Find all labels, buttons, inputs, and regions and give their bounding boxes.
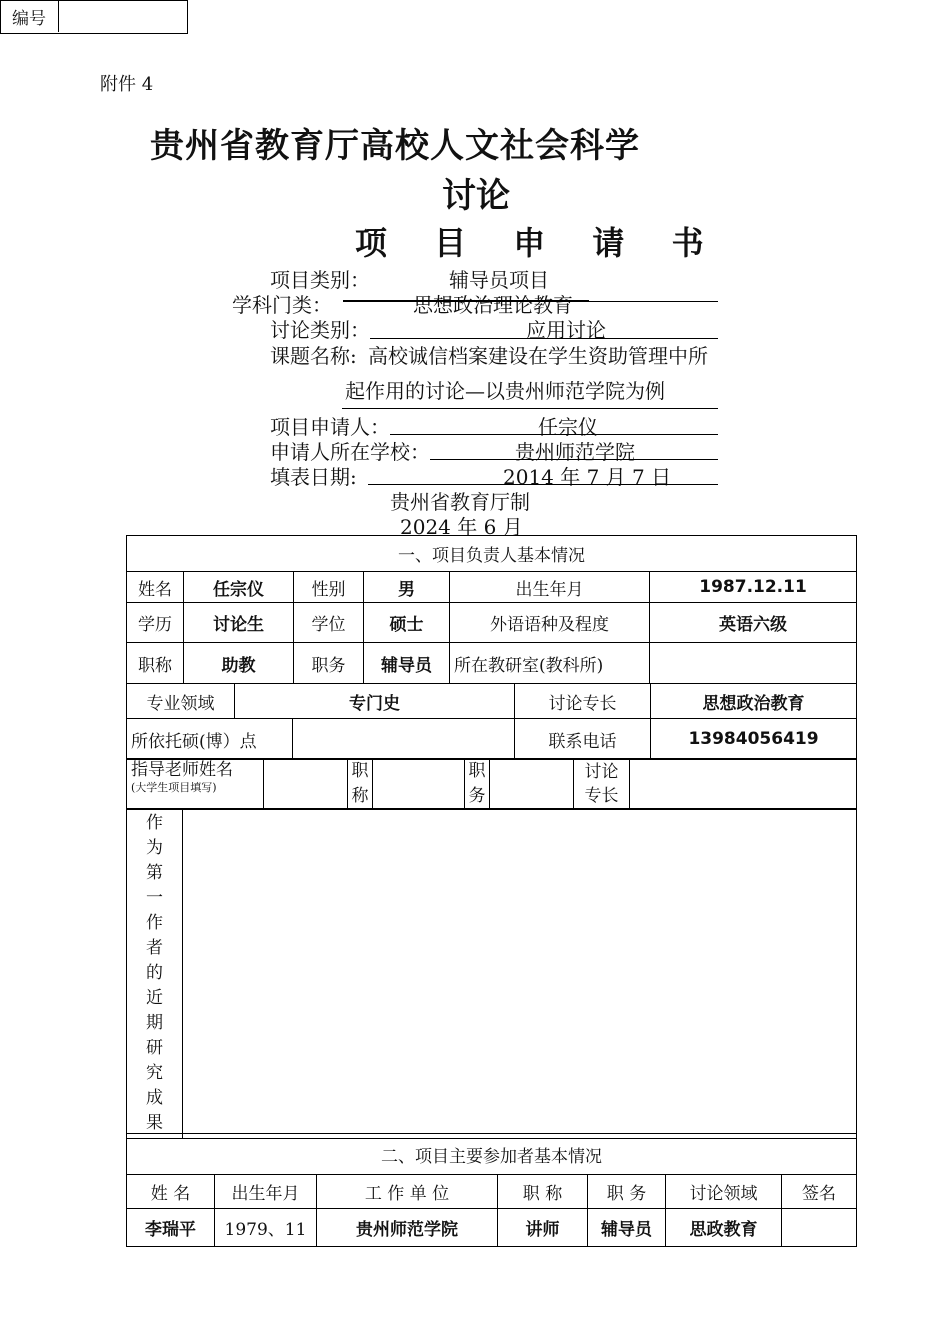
topic-underline — [342, 408, 718, 409]
degree-label: 学位 — [294, 603, 364, 643]
date-underline — [368, 484, 718, 485]
participant-position: 辅导员 — [588, 1209, 666, 1247]
participant-workplace: 贵州师范学院 — [317, 1209, 498, 1247]
achievements-value[interactable] — [183, 809, 857, 1139]
birth-label: 出生年月 — [450, 572, 650, 603]
office-value — [650, 643, 857, 684]
issuer: 贵州省教育厅制 — [390, 490, 530, 514]
participant-research-field: 思政教育 — [666, 1209, 782, 1247]
education-label: 学历 — [127, 603, 184, 643]
participant-name: 李瑞平 — [127, 1209, 215, 1247]
position-label: 职务 — [294, 643, 364, 684]
advisor-value — [264, 759, 348, 810]
specialty-label: 讨论专长 — [515, 684, 651, 719]
attachment-label: 附件 4 — [100, 74, 154, 95]
advisor-specialty-label: 讨论专长 — [574, 759, 630, 810]
gender-label: 性别 — [294, 572, 364, 603]
date-label: 填表日期: — [270, 465, 357, 489]
advisor-specialty-value — [630, 759, 857, 810]
advisor-title-value — [373, 759, 465, 810]
date-value: 2014 年 7 月 7 日 — [503, 465, 672, 489]
title-label: 职称 — [127, 643, 184, 684]
birth-value: 1987.12.11 — [650, 572, 857, 603]
field-label: 专业领域 — [127, 684, 235, 719]
advisor-table — [126, 758, 857, 810]
applicant-label: 项目申请人： — [270, 415, 390, 439]
phone-value: 13984056419 — [651, 719, 857, 760]
number-label: 编号 — [0, 0, 59, 32]
education-value: 讨论生 — [184, 603, 294, 643]
topic-label: 课题名称: — [270, 344, 357, 368]
participant-birth: 1979、11 — [215, 1209, 317, 1247]
phone-label: 联系电话 — [515, 719, 651, 760]
col-position: 职 务 — [588, 1175, 666, 1209]
project-category-label: 项目类别： — [270, 268, 370, 292]
document-subtitle: 项 目 申 请 书 — [355, 224, 722, 262]
advisor-label: 指导老师姓名 — [131, 760, 233, 780]
base-label: 所依托硕(博）点 — [127, 719, 293, 760]
topic-value-line2: 起作用的讨论—以贵州师范学院为例 — [345, 379, 665, 403]
section2-table — [126, 1133, 857, 1247]
title-value: 助教 — [184, 643, 294, 684]
section1-title: 一、项目负责人基本情况 — [127, 536, 857, 572]
language-value: 英语六级 — [650, 603, 857, 643]
section1-table-2 — [126, 683, 857, 760]
project-category-value: 辅导员项目 — [449, 268, 549, 292]
name-label: 姓名 — [127, 572, 184, 603]
advisor-note: (大学生项目填写) — [131, 781, 217, 794]
applicant-value: 任宗仪 — [538, 415, 598, 439]
topic-value-line1: 高校诚信档案建设在学生资助管理中所 — [368, 344, 708, 368]
table-row — [127, 1209, 857, 1247]
participant-signature[interactable] — [782, 1209, 857, 1247]
section1-table — [126, 535, 857, 684]
school-value: 贵州师范学院 — [515, 440, 635, 464]
number-box — [0, 0, 188, 34]
degree-value: 硕士 — [364, 603, 450, 643]
discipline-value: 思想政治理论教育 — [413, 293, 573, 317]
section2-title: 二、项目主要参加者基本情况 — [127, 1134, 857, 1175]
discipline-label: 学科门类： — [232, 293, 332, 317]
research-type-underline — [370, 338, 718, 339]
col-title: 职 称 — [498, 1175, 588, 1209]
position-value: 辅导员 — [364, 643, 450, 684]
document-title: 贵州省教育厅高校人文社会科学 — [150, 126, 640, 166]
research-type-value: 应用讨论 — [526, 318, 606, 342]
col-name: 姓 名 — [127, 1175, 215, 1209]
advisor-position-value — [490, 759, 574, 810]
achievements-label: 作为第一作者的近期研究成果 — [127, 809, 183, 1139]
participant-title: 讲师 — [498, 1209, 588, 1247]
name-value: 任宗仪 — [184, 572, 294, 603]
language-label: 外语语种及程度 — [450, 603, 650, 643]
school-label: 申请人所在学校： — [270, 440, 430, 464]
advisor-position-label: 职务 — [465, 759, 490, 810]
achievements-table — [126, 808, 857, 1139]
research-type-label: 讨论类别： — [270, 318, 370, 342]
school-underline — [430, 459, 718, 460]
col-birth: 出生年月 — [215, 1175, 317, 1209]
office-label: 所在教研室(教科所) — [450, 643, 650, 684]
field-value: 专门史 — [235, 684, 515, 719]
applicant-underline — [390, 434, 718, 435]
advisor-title-label: 职称 — [348, 759, 373, 810]
base-value — [293, 719, 515, 760]
col-workplace: 工 作 单 位 — [317, 1175, 498, 1209]
advisor-label-cell — [127, 759, 264, 810]
col-signature: 签名 — [782, 1175, 857, 1209]
issue-date: 2024 年 6 月 — [400, 515, 523, 539]
document-title-line2: 讨论 — [442, 176, 510, 216]
col-research-field: 讨论领域 — [666, 1175, 782, 1209]
discipline-underline — [343, 301, 718, 302]
gender-value: 男 — [364, 572, 450, 603]
specialty-value: 思想政治教育 — [651, 684, 857, 719]
